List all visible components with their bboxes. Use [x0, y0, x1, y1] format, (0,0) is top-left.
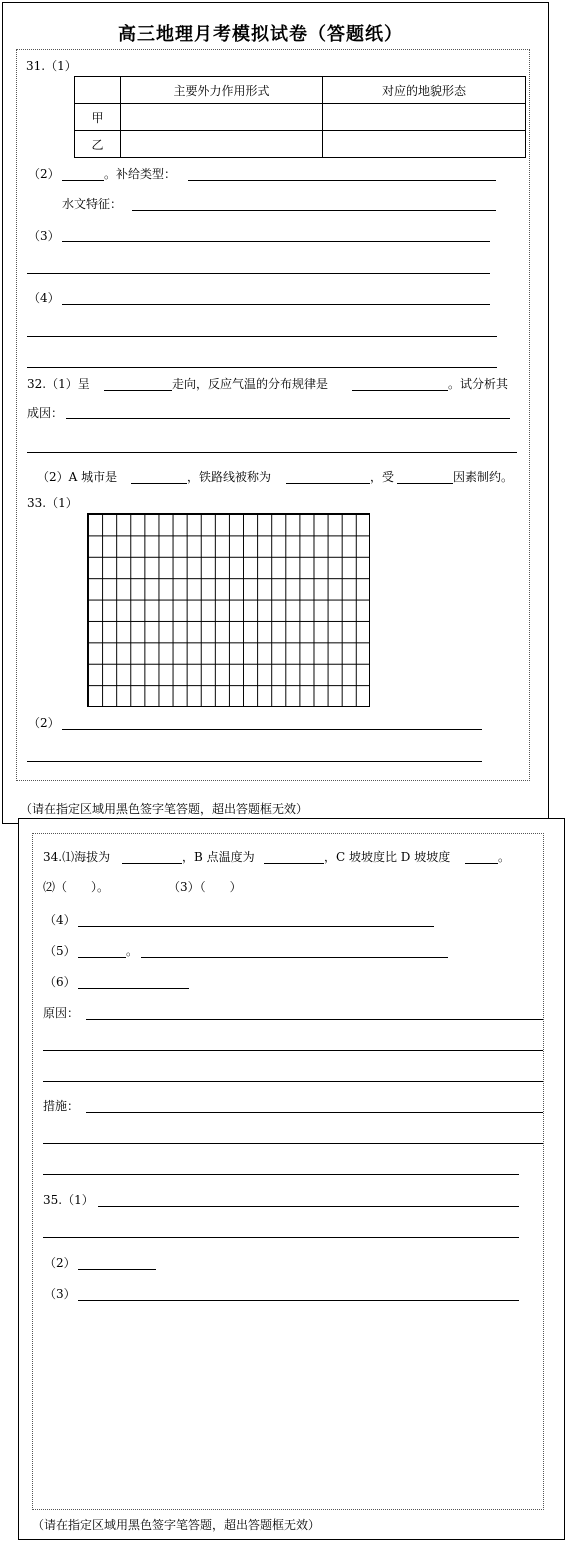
answer-line[interactable]: [43, 1050, 543, 1051]
answer-line[interactable]: [62, 180, 104, 181]
q34-6-label: （6）: [44, 975, 76, 989]
answer-line[interactable]: [131, 483, 187, 484]
q31-label: 31.（1）: [26, 59, 77, 73]
answer-cell[interactable]: [323, 131, 526, 158]
answer-line[interactable]: [78, 988, 189, 989]
answer-line[interactable]: [78, 957, 126, 958]
q32-2-text-factor: 因素制约。: [453, 470, 514, 484]
q35-2-label: （2）: [44, 1256, 76, 1270]
q31-4-label: （4）: [28, 291, 60, 305]
q34-5-sep: 。: [126, 944, 139, 958]
drawing-grid[interactable]: [87, 513, 370, 707]
q35-1-label: 35.（1）: [43, 1193, 94, 1207]
table-header-row: [75, 77, 526, 104]
answer-line[interactable]: [352, 390, 448, 391]
q34-1-label: 34.⑴海拔为: [43, 850, 111, 864]
answer-line[interactable]: [43, 1174, 519, 1175]
answer-area-2: [32, 833, 544, 1510]
answer-line[interactable]: [98, 1206, 519, 1207]
answer-cell[interactable]: [323, 104, 526, 131]
q34-measure-label: 措施：: [43, 1099, 80, 1113]
q35-3-label: （3）: [44, 1287, 76, 1301]
answer-line[interactable]: [86, 1112, 543, 1113]
q32-2-text-by: ，受: [370, 470, 395, 484]
answer-line[interactable]: [78, 1300, 519, 1301]
q32-2-label: （2）A 城市是: [37, 470, 118, 484]
q32-1-tail: 。试分析其: [448, 377, 509, 391]
row-label-yi: 乙: [75, 131, 121, 158]
q31-2-supply-label: 。补给类型：: [104, 167, 177, 181]
answer-line[interactable]: [104, 390, 172, 391]
row-label-jia: 甲: [75, 104, 121, 131]
answer-line[interactable]: [62, 729, 482, 730]
q34-1-text-c: ，C 坡坡度比 D 坡坡度: [324, 850, 451, 864]
table-header-force: 主要外力作用形式: [121, 77, 323, 104]
q32-cause-label: 成因：: [27, 406, 64, 420]
q34-2-label: ⑵（ ）。: [43, 880, 110, 894]
table-row: [75, 131, 526, 158]
answer-line[interactable]: [27, 452, 517, 453]
page-title: 高三地理月考模拟试卷（答题纸）: [118, 24, 403, 45]
q34-5-label: （5）: [44, 944, 76, 958]
answer-line[interactable]: [188, 180, 496, 181]
answer-line[interactable]: [122, 863, 182, 864]
answer-line[interactable]: [27, 273, 490, 274]
q32-2-text-railway: ，铁路线被称为: [187, 470, 272, 484]
q34-reason-label: 原因：: [43, 1006, 80, 1020]
q34-4-label: （4）: [44, 913, 76, 927]
answer-line[interactable]: [62, 304, 490, 305]
q33-1-label: 33.（1）: [27, 496, 78, 510]
answer-line[interactable]: [141, 957, 448, 958]
table-header-blank: [75, 77, 121, 104]
q34-1-text-b: ，B 点温度为: [182, 850, 255, 864]
q31-3-label: （3）: [28, 229, 60, 243]
answer-cell[interactable]: [121, 131, 323, 158]
answer-line[interactable]: [27, 367, 497, 368]
answer-line[interactable]: [66, 418, 510, 419]
q34-3-label: （3）（ ）: [168, 880, 242, 894]
q32-1-label: 32.（1）呈: [27, 377, 90, 391]
table-row: [75, 104, 526, 131]
answer-line[interactable]: [43, 1143, 543, 1144]
answer-line[interactable]: [62, 241, 490, 242]
answer-line[interactable]: [43, 1237, 519, 1238]
footer-note: （请在指定区域用黑色签字笔答题，超出答题框无效）: [20, 802, 309, 816]
q33-2-label: （2）: [28, 716, 60, 730]
answer-line[interactable]: [78, 1269, 156, 1270]
answer-line[interactable]: [27, 336, 497, 337]
q31-2-hydro-label: 水文特征：: [62, 197, 123, 211]
answer-line[interactable]: [397, 483, 453, 484]
answer-line[interactable]: [465, 863, 498, 864]
table-header-landform: 对应的地貌形态: [323, 77, 526, 104]
q31-2-label: （2）: [28, 167, 60, 181]
answer-line[interactable]: [86, 1019, 543, 1020]
q31-answer-table: [74, 76, 526, 158]
answer-line[interactable]: [43, 1081, 543, 1082]
q34-1-text-d: 。: [498, 850, 511, 864]
answer-line[interactable]: [78, 926, 434, 927]
q32-1-text: 走向，反应气温的分布规律是: [172, 377, 329, 391]
footer-note: （请在指定区域用黑色签字笔答题，超出答题框无效）: [32, 1518, 321, 1532]
answer-cell[interactable]: [121, 104, 323, 131]
answer-line[interactable]: [27, 761, 482, 762]
answer-line[interactable]: [132, 210, 496, 211]
answer-line[interactable]: [264, 863, 324, 864]
answer-line[interactable]: [286, 483, 370, 484]
